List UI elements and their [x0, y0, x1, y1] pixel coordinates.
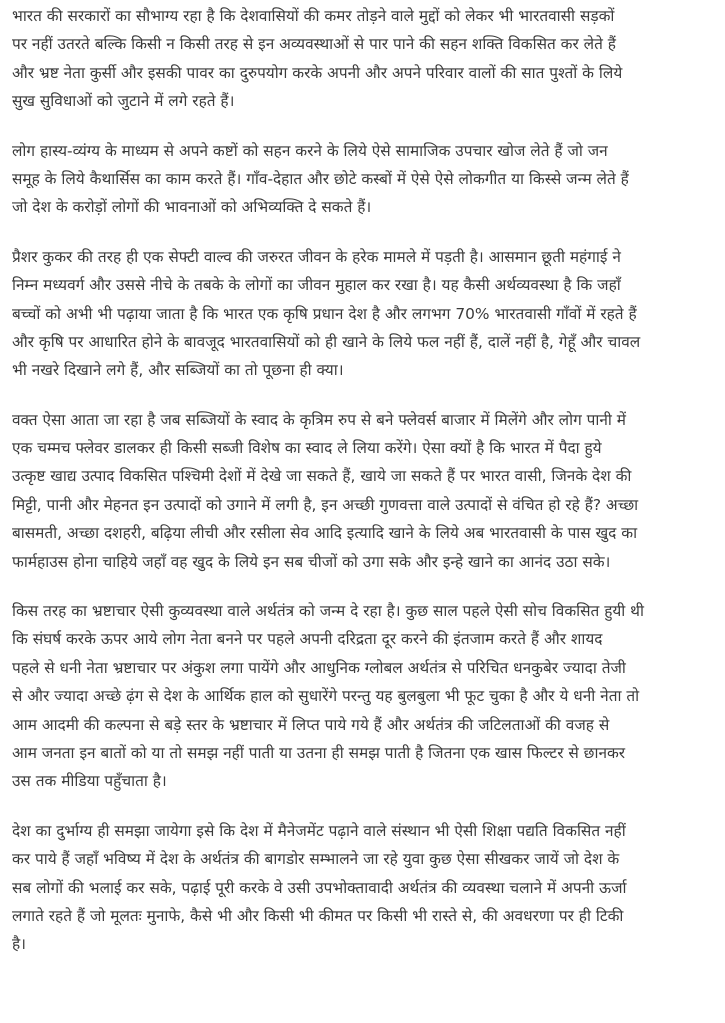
- text-line: से और ज्यादा अच्छे ढ़ंग से देश के आर्थिक हाल को सुधारेंगे परन्तु यह बुलबुला भी फूट चुका है और ये धनी नेता तो: [12, 687, 640, 706]
- text-line: देश का दुर्भाग्य ही समझा जायेगा इसे कि देश में मैनेजमेंट पढ़ाने वाले संस्थान भी ऐसी शिक्षा पद्यति विकसित नहीं: [12, 821, 626, 840]
- text-line: उस तक मीडिया पहुँचाता है।: [12, 772, 167, 791]
- paragraph-6: [12, 817, 725, 959]
- text-line: लगाते रहते हैं जो मूलतः मुनाफे, कैसे भी और किसी भी कीमत पर किसी भी रास्ते से, की अवधरणा पर ही टिकी: [12, 906, 624, 925]
- text-line: कर पाये हैं जहाँ भविष्य में देश के अर्थतंत्र की बागडोर सम्भालने जा रहे युवा कुछ ऐसा सीखकर जायें जो देश के: [12, 850, 620, 869]
- article-body: [12, 2, 725, 980]
- text-line: पर नहीं उतरते बल्कि किसी न किसी तरह से इन अव्यवस्थाओं से पार पाने की सहन शक्ति विकसित कर लेते हैं: [12, 35, 616, 54]
- text-line: किस तरह का भ्रष्टाचार ऐसी कुव्यवस्था वाले अर्थतंत्र को जन्म दे रहा है। कुछ साल पहले ऐसी सोच विकसित हुयी थी: [12, 602, 644, 621]
- text-line: पहले से धनी नेता भ्रष्टाचार पर अंकुश लगा पायेंगे और आधुनिक ग्लोबल अर्थतंत्र से परिचित धनकुबेर ज्यादा तेजी: [12, 658, 626, 677]
- text-line: लोग हास्य-व्यंग्य के माध्यम से अपने कष्टों को सहन करने के लिये ऐसे सामाजिक उपचार खोज लेते हैं जो जन: [12, 141, 608, 160]
- paragraph-4: [12, 406, 725, 576]
- text-line: मिट्टी, पानी और मेहनत इन उत्पादों को उगाने में लगी है, इन अच्छी गुणवत्ता वाले उत्पादों से वंचित हो रहे हैं? अच्छा: [12, 495, 639, 514]
- text-line: वक्त ऐसा आता जा रहा है जब सब्जियों के स्वाद के कृत्रिम रुप से बने फ्लेवर्स बाजार में मिलेंगे और लोग पानी में: [12, 410, 626, 429]
- text-line: है।: [12, 935, 27, 954]
- paragraph-1: [12, 2, 725, 116]
- text-line: भारत की सरकारों का सौभाग्य रहा है कि देशवासियों की कमर तोड़ने वाले मुद्दों को लेकर भी भारतवासी सड़कों: [12, 7, 615, 25]
- text-line: सुख सुविधाओं को जुटाने में लगे रहते हैं।: [12, 92, 235, 111]
- text-line: बासमती, अच्छा दशहरी, बढ़िया लीची और रसीला सेव आदि इत्यादि खाने के लिये अब भारतवासी के पास खुद का: [12, 524, 638, 543]
- text-line: आम आदमी की कल्पना से बड़े स्तर के भ्रष्टाचार में लिप्त पाये गये हैं और अर्थतंत्र की जटिलताओं की वजह से: [12, 715, 610, 734]
- text-line: भी नखरे दिखाने लगे हैं, और सब्जियों का तो पूछना ही क्या।: [12, 361, 344, 380]
- text-line: बच्चों को अभी भी पढ़ाया जाता है कि भारत एक कृषि प्रधान देश है और लगभग 70% भारतवासी गाँवों में रहते हैं: [12, 304, 637, 323]
- paragraph-3: [12, 243, 725, 385]
- paragraph-2: [12, 137, 725, 222]
- text-line: फार्महाउस होना चाहिये जहाँ वह खुद के लिये इन सब चीजों को उगा सके और इन्हे खाने का आनंद उठा सके।: [12, 552, 611, 571]
- text-line: आम जनता इन बातों को या तो समझ नहीं पाती या उतना ही समझ पाती है जितना एक खास फिल्टर से छानकर: [12, 743, 626, 762]
- text-line: प्रैशर कुकर की तरह ही एक सेफ्टी वाल्व की जरुरत जीवन के हरेक मामले में पड़ती है। आसमान छूती महंगाई ने: [12, 247, 621, 266]
- text-line: और भ्रष्ट नेता कुर्सी और इसकी पावर का दुरुपयोग करके अपनी और अपने परिवार वालों की सात पुश्तों के लिये: [12, 63, 623, 82]
- paragraph-5: [12, 597, 725, 796]
- text-line: उत्कृष्ट खाद्य उत्पाद विकसित पश्चिमी देशों में देखे जा सकते हैं, खाये जा सकते हैं पर भारत वासी, जिनके देश की: [12, 467, 632, 486]
- text-line: सब लोगों की भलाई कर सके, पढ़ाई पूरी करके वे उसी उपभोक्तावादी अर्थतंत्र की व्यवस्था चलाने में अपनी ऊर्जा: [12, 878, 627, 897]
- text-line: कि संघर्ष करके ऊपर आये लोग नेता बनने पर पहले अपनी दरिद्रता दूर करने की इंतजाम करते हैं और शायद: [12, 630, 603, 649]
- text-line: निम्न मध्यवर्ग और उससे नीचे के तबके के लोगों का जीवन मुहाल कर रखा है। यह कैसी अर्थव्यवस्था है कि जहाँ: [12, 276, 621, 295]
- text-line: और कृषि पर आधारित होने के बावजूद भारतवासियों को ही खाने के लिये फल नहीं हैं, दालें नहीं है, गेहूँ और चावल: [12, 332, 641, 351]
- text-line: एक चम्मच फ्लेवर डालकर ही किसी सब्जी विशेष का स्वाद ले लिया करेंगे। ऐसा क्यों है कि भारत में पैदा हुये: [12, 439, 602, 458]
- text-line: जो देश के करोड़ों लोगों की भावनाओं को अभिव्यक्ति दे सकते हैं।: [12, 198, 372, 217]
- text-line: समूह के लिये कैथार्सिस का काम करते हैं। गाँव-देहात और छोटे कस्बों में ऐसे ऐसे लोकगीत या किस्से जन्म लेते हैं: [12, 169, 629, 188]
